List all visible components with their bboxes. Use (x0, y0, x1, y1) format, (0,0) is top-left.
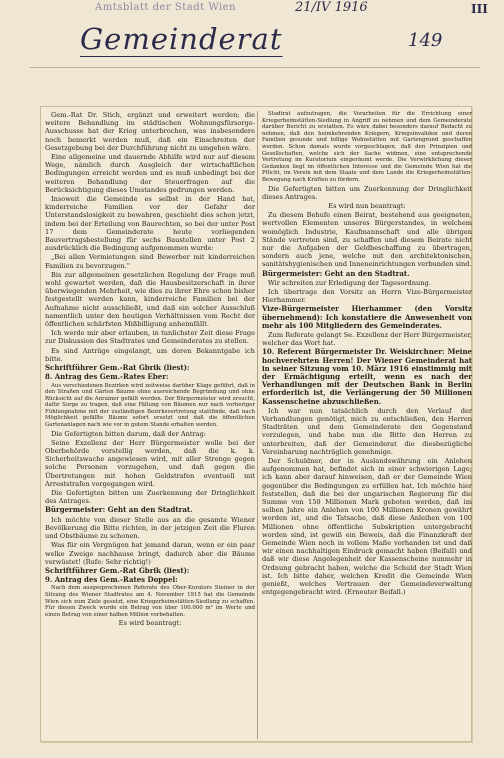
section-heading: Bürgermeister: Geht an den Stadtrat. (262, 268, 410, 278)
paragraph: Nach dem ausgesprochenen Referate des Ober-Kurators Steiner in der Sitzung des Wiener Stadtrates am 4. November 1915 hat die Gemeinde Wien sich zum Ziele gesetzt, eine Kriegerheimstätten-Siedlung zu schaffen. Für diesen Zweck wurde ein Betrag von über 100.000 m² im Werte und einen Betrag von einer halben Million vorbehalten. (45, 585, 255, 618)
paragraph: Zu diesem Behufe einen Beirat, bestehend aus geeigneten, wertvollen Elementen unseres Bürgerstandes, in welchem womöglich Industrie, Kaufmannschaft und alle übrigen Stände vertreten sind, zu schaffen und diesem Beirate nicht nur die Aufgaben der Geldbeschaffung zu übertragen, sondern auch jene, welche mit den architektonischen, sanitätshygienischen und Inneneinrichtungen verbunden sind. (262, 211, 472, 269)
paragraph: Was für ein Vergnügen hat jemand daran, wenn er ein paar welke Zweige nachhause bringt, dadurch aber die Bäume verwüstet! (Rufe: Sehr richtig!) (45, 541, 255, 566)
section-heading: 10. Referent Bürgermeister Dr. Weiskirchner: Meine hochverehrten Herren! Der Wiener Gemeinderat hat in seiner Sitzung vom 10. März 1916 einstimmig mit der Ermächtigung erteilt, wenn es nach der Verhandlungen mit der Deutschen Bank in Berlin erforderlich ist, die Verlängerung der 50 Millionen Kassenscheine abzuschließen. (262, 347, 472, 406)
paragraph: Es wird beantragt: (118, 619, 182, 628)
paragraph: Es wird nun beantragt: (328, 201, 406, 210)
paragraph: Gem.-Rat Dr. Stich, ergänzt und erweitert werden; die weitere Behandlung im städtischen Wohnungsfürsorge-Ausschusse hat der Krieg unterbrochen, was insbesondere noch bemerkt werden muß, daß ein Einschreiten der Gesetzgebung bei der Durchführung nicht zu umgehen wäre. (45, 111, 255, 152)
paragraph: Die Gefertigten bitten darum, daß der Antrag: (51, 429, 207, 438)
section-heading: 9. Antrag des Gem.-Rates Doppel: (45, 575, 178, 585)
handwritten-title: Gemeinderat (80, 22, 283, 56)
divider (30, 67, 480, 68)
newspaper-clipping (40, 106, 472, 742)
paragraph: Wir schreiten zur Erledigung der Tagesordnung. (268, 278, 431, 287)
paragraph: Der Schuldner, der in Auslandswährung ein Anlehen aufgenommen hat, befindet sich in einer schwierigen Lage; ich kann aber darauf hinweisen, daß er der Gemeinde Wien gegenüber die Bedingungen zu erfüllen hat. Ich möchte hier feststellen, daß die bei der ungarischen Regierung für die Summe von 150 Millionen Mark geboten werden, daß im selben Jahre ein Anlehen von 100 Millionen Kronen gewährt worden ist, und die Tatsache, daß diese Anleihen von 100 Millionen ohne öffentliche Subskription untergebracht worden sind, ist gewiß ein Beweis, daß die Finanzkraft der Gemeinde Wien noch in vollem Maße vorhanden ist und daß wir einen nachhaltigen Eindruck gemacht haben (Beifall) und daß wir diese Angelegenheit der Kassenscheine nunmehr in Ordnung gebracht haben, welche die Schuld der Stadt Wien ist. Ich bitte daher, welchen Kredit die Gemeinde Wien genießt, welches Vertrauen der Gemeindeverwaltung entgegengebracht wird. (Erneuter Beifall.) (262, 457, 472, 597)
paragraph: Insoweit die Gemeinde es selbst in der Hand hat, kinderreiche Familien vor der Gefahr der Unterstandslosigkeit zu bewahren, geschieht dies schon jetzt, indem bei der Erteilung von Baurechten, so bei der unter Post 17 dem Gemeinderate heute vorliegenden Bauvertragsbestellung für sechs Baustellen unter Post 2 ausdrücklich die Bedingung aufgenommen wurde: (45, 195, 255, 253)
paragraph: Stadtrat aufzutragen, die Vorarbeiten für die Errichtung einer Kriegerheimstätten-Siedlung in Angriff zu nehmen und dem Gemeinderate darüber Bericht zu erstatten. Es wäre dabei besonders darauf Bedacht zu nehmen, daß den heimkehrenden Kriegern, Kriegsinvaliden und deren Familien gesunde und billige Wohnstätten mit Gartengrund geschaffen werden. Schon damals wurde vorgeschlagen, daß den Prinzipien und Gesellschaften, welche sich der Sache widmen, eine entsprechende Vertretung im Kuratorium eingeräumt werde. Die Verwirklichung dieser Gedanken liegt im öffentlichen Interesse und die Gemeinde Wien hat die Pflicht, im Verein mit dem Staate und dem Lande die Kriegerheimstätten-Bewegung nach Kräften zu fördern. (262, 111, 472, 183)
section-heading: 8. Antrag des Gem.-Rates Eber: (45, 372, 169, 382)
paragraph: Ich werde mir aber erlauben, in tunlichster Zeit diese Frage zur Diskussion des Stadtrates und Gemeinderates zu stellen. (45, 329, 255, 346)
section-heading: Schriftführer Gem.-Rat Gbrik (liest): (45, 363, 190, 373)
paragraph: Bis zur allgemeinen gesetzlichen Regelung der Frage muß wohl gewartet werden, daß die Hausbesitzerschaft in ihrer überwiegenden Mehrheit, wie dies zu ihrer Ehre schon bisher festgestellt werden kann, kinderreiche Familien bei der Aufnahme nicht ausschließt, und daß ein solcher Ausschluß namentlich unter den heutigen Verhältnissen vom Recht der öffentlichen schärfsten Mißbilligung anheimfällt. (45, 270, 255, 329)
paragraph: Ich übertrage den Vorsitz an Herrn Vize-Bürgermeister Hierhammer. (262, 287, 472, 305)
right-column (262, 111, 472, 739)
paragraph: Die Gefertigten bitten um Zuerkennung der Dringlichkeit dieses Antrages. (262, 184, 472, 201)
paragraph: Seine Exzellenz der Herr Bürgermeister wolle bei der Oberbehörde vorstellig werden, daß die k. k. Sicherheitswache angewiesen wird, mit aller Strenge gegen solche Personen vorzugehen, und daß gegen die Übertretungen mit hohen Geldstrafen eventuell mit Arreststrafen vorgegangen wird. (45, 438, 255, 488)
paragraph: Eine allgemeine und dauernde Abhilfe wird nur auf diesem Wege, nämlich durch Ausgleich der wirtschaftlichen Bedingungen erreicht werden und es muß unbedingt bei der weiteren Behandlung der Steuerfragen auf die Berücksichtigung dieses Umstandes gedrungen werden. (45, 153, 255, 194)
paragraph: „Bei allen Vermietungen sind Bewerber mit kinderreichen Familien zu bevorzugen." (45, 253, 255, 270)
paragraph: Aus verschiedenen Bezirken wird zeitweise darüber Klage geführt, daß in den Straßen und Gärten Bäume ohne ausreichende Begründung und ohne Rücksicht auf die Anrainer gefällt werden. Der Bürgermeister wird ersucht, dafür Sorge zu tragen, daß eine Fällung von Bäumen nur nach vorheriger Fühlungnahme mit der zuständigen Bezirksvertretung stattfinde, daß nach Möglichkeit gefällte Bäume sofort ersetzt und daß die öffentlichen Gartenanlagen nach wie vor in gutem Stande erhalten werden. (45, 382, 255, 429)
paragraph: Ich war nun tatsächlich durch den Verlauf der Verhandlungen genötigt, mich zu entschließen, den Herren Stadträten und dem Gemeinderate den Gegenstand vorzulegen, und habe nun die Bitte den Herren zu unterbreiten, daß der Gemeinderat die diesbezügliche Vereinbarung nachträglich genehmige. (262, 406, 472, 456)
handwritten-page-number: 149 (408, 30, 443, 51)
section-heading: Schriftführer Gem.-Rat Gbrik (liest): (45, 565, 190, 575)
paragraph: Zum Referate gelangt Se. Exzellenz der Herr Bürgermeister, welcher das Wort hat. (262, 330, 472, 348)
section-heading: Bürgermeister: Geht an den Stadtrat. (45, 505, 193, 515)
handwritten-date: 21/IV 1916 (295, 0, 368, 15)
paragraph: Es sind Anträge eingelangt, um deren Bekanntgabe ich bitte. (45, 346, 255, 363)
paragraph: Ich möchte von dieser Stelle aus an die gesamte Wiener Bevölkerung die Bitte richten, in der jetzigen Zeit die Fluren und Obstbäume zu schonen. (45, 515, 255, 541)
newspaper-stamp: Amtsblatt der Stadt Wien (95, 2, 236, 13)
paragraph: Die Gefertigten bitten um Zuerkennung der Dringlichkeit des Antrages. (45, 489, 255, 506)
left-column (45, 111, 255, 739)
column-divider (257, 111, 258, 739)
section-heading: Vize-Bürgermeister Hierhammer (den Vorsitz übernehmend): Ich konstatiere die Anwesenheit von mehr als 100 Mitgliedern des Gemeinderates. (262, 304, 472, 330)
roman-numeral: III (471, 2, 488, 16)
